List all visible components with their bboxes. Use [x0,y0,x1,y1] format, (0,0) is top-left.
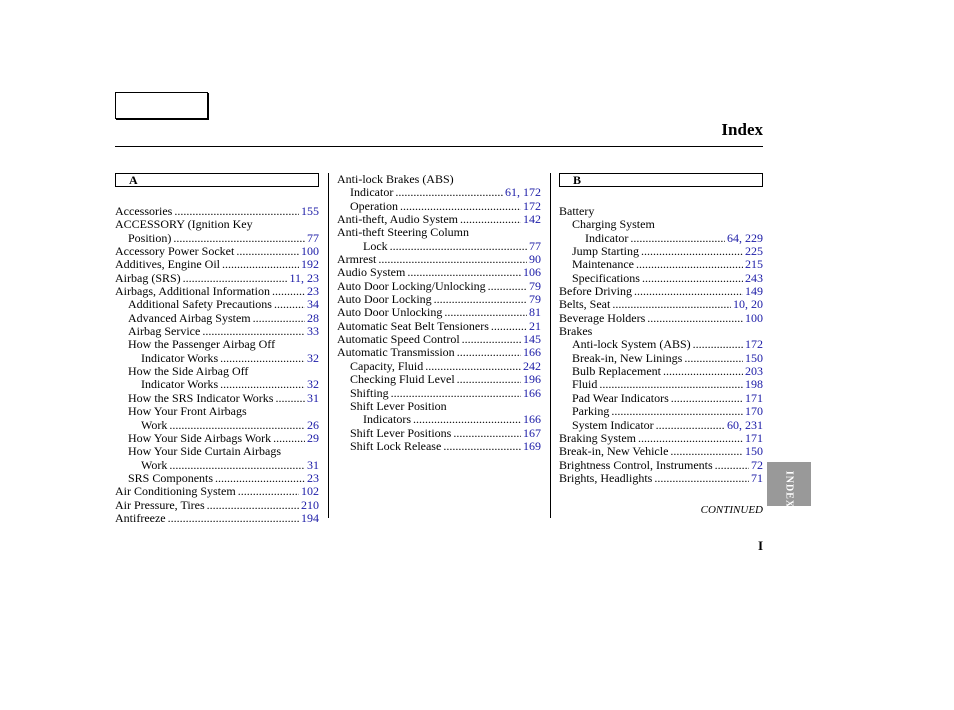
page-reference-link[interactable]: 11, 23 [289,271,319,285]
index-entry[interactable] [115,312,319,325]
index-entry[interactable] [559,459,763,472]
dot-leader [174,205,299,218]
dot-leader [378,253,527,266]
index-entry[interactable] [559,432,763,445]
index-entry[interactable] [337,293,541,306]
index-entry[interactable] [337,186,541,199]
entry-text: Charging System [572,218,655,232]
entry-text: Indicator Works [141,378,219,392]
side-tab-label: INDEX [783,470,795,509]
index-entry[interactable] [337,280,541,293]
entry-text: Indicator [585,231,629,245]
index-entry[interactable] [115,285,319,298]
entry-text: Audio System [337,266,406,280]
index-entry[interactable] [559,232,763,245]
index-entry[interactable] [115,352,319,365]
index-entry[interactable] [337,373,541,386]
page-reference-link[interactable]: 192 [301,258,319,272]
entry-text: Additives, Engine Oil [115,258,220,272]
page-number: I [757,538,763,553]
dot-leader [642,272,743,285]
page-reference-link[interactable]: 166 [523,386,541,400]
dot-leader [460,213,521,226]
page-reference-link[interactable]: 77 [529,239,541,253]
entry-text: How Your Side Curtain Airbags [128,445,282,459]
page-reference-link[interactable]: 29 [307,431,319,445]
page-reference-link[interactable]: 243 [745,271,763,285]
entry-text: Advanced Airbag System [128,311,251,325]
page-reference-link[interactable]: 172 [745,338,763,352]
entry-text: Indicator [350,186,394,200]
entry-text: Work [141,458,168,472]
page-reference-link[interactable]: 169 [523,439,541,453]
header-rule [115,146,763,147]
entry-text: Lock [363,239,388,253]
entry-text: Airbag (SRS) [115,271,181,285]
index-entry[interactable] [559,338,763,351]
index-entry[interactable] [115,232,319,245]
page-reference-link[interactable]: 150 [745,445,763,459]
index-entry[interactable] [559,472,763,485]
dot-leader [684,352,743,365]
dot-leader [413,413,521,426]
dot-leader [173,232,305,245]
page-reference-link[interactable]: 198 [745,378,763,392]
dot-leader [634,285,743,298]
entry-list [115,205,319,525]
index-entry[interactable] [559,405,763,418]
dot-leader [390,240,527,253]
dot-leader [612,298,731,311]
entry-text: Shifting [350,386,389,400]
page-reference-link[interactable]: 242 [523,359,541,373]
dot-leader [202,325,305,338]
page-reference-link[interactable]: 210 [301,498,319,512]
page-reference-link[interactable]: 61, 172 [505,186,541,200]
entry-text: Brights, Headlights [559,471,653,485]
index-entry [337,400,541,413]
column-divider [550,173,551,518]
entry-text: Antifreeze [115,511,166,525]
page-reference-link[interactable]: 28 [307,311,319,325]
dot-leader [444,306,527,319]
index-entry[interactable] [337,387,541,400]
page-reference-link[interactable]: 100 [301,245,319,259]
page-reference-link[interactable]: 145 [523,333,541,347]
entry-text: How the Side Airbag Off [128,365,249,379]
entry-text: Battery [559,205,595,218]
page-reference-link[interactable]: 79 [529,279,541,293]
dot-leader [183,272,288,285]
entry-text: Indicator Works [141,351,219,365]
index-entry [337,173,541,186]
entry-text: Bulb Replacement [572,365,661,379]
entry-text: Position) [128,231,172,245]
entry-text: Anti-lock System (ABS) [572,338,691,352]
page-reference-link[interactable]: 26 [307,418,319,432]
index-entry[interactable] [337,333,541,346]
entry-text: Jump Starting [572,245,640,259]
index-entry[interactable] [559,272,763,285]
index-entry[interactable] [559,352,763,365]
dot-leader [273,432,305,445]
index-entry[interactable] [559,445,763,458]
dot-leader [272,285,305,298]
index-entry[interactable] [559,245,763,258]
page-reference-link[interactable]: 21 [529,319,541,333]
page-reference-link[interactable]: 106 [523,266,541,280]
entry-text: Anti-lock Brakes (ABS) [337,173,454,186]
entry-text: Specifications [572,271,640,285]
dot-leader [169,419,305,432]
dot-leader [491,320,527,333]
dot-leader [457,346,521,359]
entry-text: Automatic Seat Belt Tensioners [337,319,489,333]
index-entry[interactable] [115,499,319,512]
entry-text: Air Pressure, Tires [115,498,205,512]
index-entry[interactable] [115,472,319,485]
index-entry[interactable] [115,325,319,338]
index-entry [559,325,763,338]
index-entry[interactable] [559,312,763,325]
dot-leader [274,298,305,311]
entry-text: Accessories [115,205,173,218]
page-reference-link[interactable]: 34 [307,298,319,312]
page-reference-link[interactable]: 10, 20 [733,298,763,312]
page-reference-link[interactable]: 171 [745,391,763,405]
index-entry[interactable] [115,419,319,432]
index-side-tab[interactable] [767,462,811,509]
dot-leader [220,378,305,391]
index-entry[interactable] [559,378,763,391]
dot-leader [220,352,305,365]
page-reference-link[interactable]: 23 [307,285,319,299]
index-entry[interactable] [115,205,319,218]
index-entry[interactable] [115,392,319,405]
dot-leader [443,440,521,453]
index-entry[interactable] [115,485,319,498]
page-reference-link[interactable]: 79 [529,293,541,307]
navigation-box [115,92,208,119]
index-column-b [559,173,763,485]
dot-leader [715,459,749,472]
entry-text: Shift Lever Positions [350,426,452,440]
index-entry [337,226,541,239]
entry-text: Auto Door Locking [337,293,432,307]
entry-text: Auto Door Locking/Unlocking [337,279,486,293]
index-entry [115,405,319,418]
index-entry[interactable] [337,266,541,279]
entry-text: Brightness Control, Instruments [559,458,713,472]
dot-leader [215,472,305,485]
dot-leader [222,258,299,271]
entry-text: Checking Fluid Level [350,373,455,387]
index-entry[interactable] [559,392,763,405]
page-reference-link[interactable]: 167 [523,426,541,440]
index-entry [559,205,763,218]
dot-leader [656,419,725,432]
dot-leader [638,432,743,445]
page-reference-link[interactable]: 166 [523,346,541,360]
index-column-a-continued [337,173,541,453]
dot-leader [654,472,749,485]
page-title: Index [721,120,763,139]
entry-text: Beverage Holders [559,311,646,325]
entry-text: Operation [350,199,398,213]
entry-text: Air Conditioning System [115,485,236,499]
page-reference-link[interactable]: 102 [301,485,319,499]
entry-text: Additional Safety Precautions [128,298,272,312]
page-reference-link[interactable]: 31 [307,391,319,405]
dot-leader [453,427,521,440]
entry-text: Shift Lever Position [350,399,447,413]
index-entry[interactable] [115,298,319,311]
index-entry[interactable] [115,512,319,525]
entry-text: Break-in, New Vehicle [559,445,669,459]
entry-text: Automatic Speed Control [337,333,460,347]
entry-text: How the Passenger Airbag Off [128,338,276,352]
page-reference-link[interactable]: 142 [523,213,541,227]
entry-text: Belts, Seat [559,298,611,312]
entry-text: How Your Front Airbags [128,405,247,419]
dot-leader [670,445,743,458]
page-reference-link[interactable]: 171 [745,431,763,445]
page-reference-link[interactable]: 33 [307,325,319,339]
index-entry[interactable] [559,365,763,378]
index-entry[interactable] [115,378,319,391]
page-reference-link[interactable]: 100 [745,311,763,325]
page-reference-link[interactable]: 71 [751,471,763,485]
page-reference-link[interactable]: 170 [745,405,763,419]
page-reference-link[interactable]: 32 [307,351,319,365]
dot-leader [169,459,305,472]
entry-text: SRS Components [128,471,214,485]
column-divider [328,173,329,518]
index-entry[interactable] [337,240,541,253]
page-reference-link[interactable]: 166 [523,413,541,427]
dot-leader [457,373,521,386]
entry-text: Fluid [572,378,598,392]
index-entry [115,365,319,378]
page-reference-link[interactable]: 90 [529,253,541,267]
page-reference-link[interactable]: 215 [745,258,763,272]
index-entry[interactable] [337,306,541,319]
entry-text: Break-in, New Linings [572,351,683,365]
index-entry [115,338,319,351]
index-entry[interactable] [337,346,541,359]
dot-leader [630,232,725,245]
entry-text: Capacity, Fluid [350,359,424,373]
dot-leader [647,312,743,325]
entry-text: How Your Side Airbags Work [128,431,272,445]
dot-leader [391,387,521,400]
entry-text: Work [141,418,168,432]
entry-text: System Indicator [572,418,654,432]
index-entry[interactable] [115,459,319,472]
entry-text: Indicators [363,413,411,427]
index-entry[interactable] [337,440,541,453]
entry-text: Maintenance [572,258,634,272]
index-entry[interactable] [559,285,763,298]
entry-text: Anti-theft, Audio System [337,213,458,227]
page-reference-link[interactable]: 81 [529,306,541,320]
index-entry[interactable] [115,245,319,258]
index-entry[interactable] [337,413,541,426]
dot-leader [236,245,299,258]
section-header-b: B [559,173,763,187]
page-reference-link[interactable]: 77 [307,231,319,245]
page-reference-link[interactable]: 32 [307,378,319,392]
dot-leader [207,499,299,512]
index-entry [115,445,319,458]
dot-leader [671,392,743,405]
dot-leader [434,293,527,306]
index-entry [115,218,319,231]
index-entry[interactable] [337,200,541,213]
dot-leader [168,512,299,525]
dot-leader [395,186,503,199]
entry-text: Anti-theft Steering Column [337,226,469,240]
entry-text: Accessory Power Socket [115,245,235,259]
dot-leader [611,405,743,418]
dot-leader [693,338,743,351]
entry-text: How the SRS Indicator Works [128,391,274,405]
dot-leader [400,200,521,213]
dot-leader [599,378,743,391]
entry-list [337,173,541,453]
dot-leader [663,365,743,378]
index-entry [559,218,763,231]
index-entry[interactable] [337,360,541,373]
entry-text: Braking System [559,431,636,445]
page-reference-link[interactable]: 172 [523,199,541,213]
index-entry[interactable] [559,258,763,271]
page-reference-link[interactable]: 72 [751,458,763,472]
section-header-a: A [115,173,319,187]
entry-text: Auto Door Unlocking [337,306,443,320]
index-entry[interactable] [337,213,541,226]
dot-leader [641,245,743,258]
dot-leader [238,485,299,498]
dot-leader [275,392,305,405]
dot-leader [462,333,521,346]
page-reference-link[interactable]: 150 [745,351,763,365]
index-entry[interactable] [115,258,319,271]
entry-text: Before Driving [559,285,632,299]
index-entry[interactable] [559,419,763,432]
index-entry[interactable] [115,272,319,285]
entry-list [559,205,763,485]
page-reference-link[interactable]: 155 [301,205,319,218]
page-reference-link[interactable]: 225 [745,245,763,259]
entry-text: Airbags, Additional Information [115,285,270,299]
entry-text: Armrest [337,253,377,267]
entry-text: Parking [572,405,610,419]
index-entry[interactable] [337,253,541,266]
continued-label: CONTINUED [700,504,763,516]
entry-text: ACCESSORY (Ignition Key [115,218,253,232]
dot-leader [488,280,527,293]
index-entry[interactable] [337,427,541,440]
dot-leader [425,360,521,373]
entry-text: Brakes [559,325,593,339]
index-entry[interactable] [115,432,319,445]
page-reference-link[interactable]: 203 [745,365,763,379]
page-reference-link[interactable]: 64, 229 [727,231,763,245]
page-reference-link[interactable]: 196 [523,373,541,387]
dot-leader [253,312,305,325]
dot-leader [407,266,521,279]
page-reference-link[interactable]: 31 [307,458,319,472]
entry-text: Airbag Service [128,325,201,339]
index-entry[interactable] [559,298,763,311]
index-entry[interactable] [337,320,541,333]
entry-text: Automatic Transmission [337,346,455,360]
page-reference-link[interactable]: 194 [301,511,319,525]
page-reference-link[interactable]: 149 [745,285,763,299]
page-reference-link[interactable]: 60, 231 [727,418,763,432]
index-column-a [115,173,319,525]
entry-text: Pad Wear Indicators [572,391,669,405]
entry-text: Shift Lock Release [350,439,442,453]
page-reference-link[interactable]: 23 [307,471,319,485]
dot-leader [636,258,743,271]
